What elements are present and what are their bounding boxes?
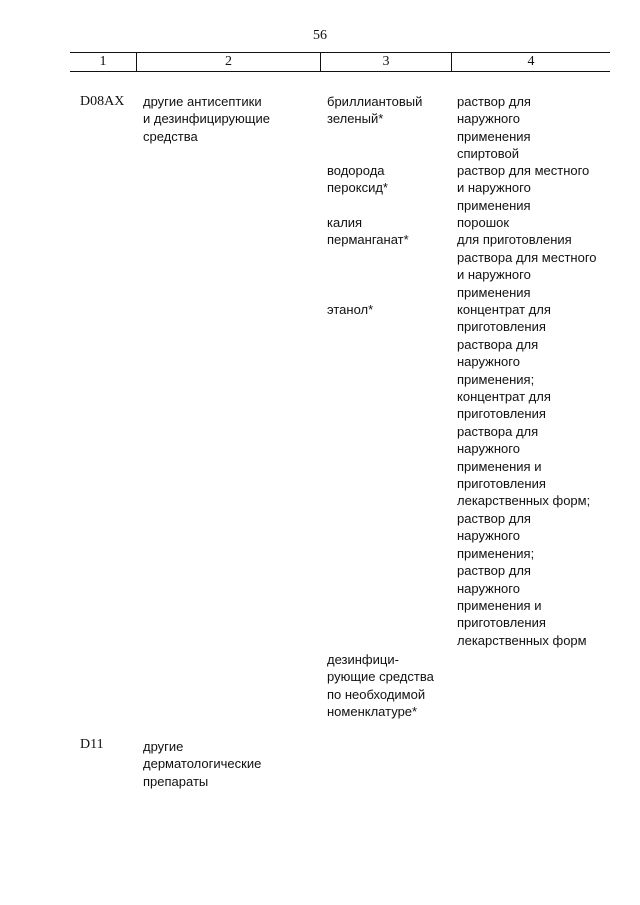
dosage-forms bbox=[457, 301, 590, 649]
atc-code: D08AX bbox=[80, 94, 125, 109]
text-line: пероксид* bbox=[327, 180, 388, 196]
column-header-3: 3 bbox=[382, 54, 390, 69]
text-line: лекарственных форм; bbox=[457, 493, 591, 509]
text-line: применения bbox=[457, 284, 531, 300]
text-line: концентрат для bbox=[457, 302, 551, 317]
text-line: наружного bbox=[457, 528, 520, 544]
text-line: приготовления bbox=[457, 319, 546, 335]
text-line: применения; bbox=[457, 545, 535, 561]
text-line: лекарственных форм bbox=[457, 632, 587, 648]
dosage-forms bbox=[457, 214, 597, 301]
text-line: рующие средства bbox=[327, 669, 434, 685]
drug-name bbox=[327, 162, 388, 197]
text-line: наружного bbox=[457, 580, 520, 596]
text-line: и дезинфицирующие bbox=[143, 111, 270, 127]
text-line: и наружного bbox=[457, 180, 531, 196]
text-line: калия bbox=[327, 215, 363, 230]
text-line: раствор для bbox=[457, 510, 531, 526]
text-line: бриллиантовый bbox=[327, 94, 423, 109]
text-line: другие антисептики bbox=[143, 94, 262, 109]
column-header-1: 1 bbox=[99, 54, 107, 69]
text-line: раствора для местного bbox=[457, 249, 597, 265]
text-line: применения и bbox=[457, 597, 542, 613]
text-line: применения; bbox=[457, 371, 535, 387]
text-line: применения bbox=[457, 128, 531, 144]
drug-name bbox=[327, 93, 422, 128]
text-line: наружного bbox=[457, 111, 520, 127]
text-line: раствора для bbox=[457, 423, 539, 439]
column-header-row bbox=[70, 52, 610, 72]
atc-group-name bbox=[143, 738, 261, 790]
dosage-forms bbox=[457, 162, 589, 214]
text-line: наружного bbox=[457, 441, 520, 457]
atc-group-name bbox=[143, 93, 270, 145]
drug-name bbox=[327, 214, 409, 249]
page-number: 56 bbox=[313, 28, 327, 43]
text-line: дезинфици- bbox=[327, 652, 399, 667]
text-line: спиртовой bbox=[457, 146, 520, 162]
text-line: другие bbox=[143, 739, 184, 754]
drug-name bbox=[327, 301, 373, 318]
text-line: приготовления bbox=[457, 615, 546, 631]
text-line: применения и bbox=[457, 458, 542, 474]
text-line: перманганат* bbox=[327, 232, 409, 248]
text-line: порошок bbox=[457, 215, 510, 230]
text-line: концентрат для bbox=[457, 389, 551, 405]
column-header-2: 2 bbox=[225, 54, 232, 69]
text-line: водорода bbox=[327, 163, 385, 178]
column-header-4: 4 bbox=[527, 54, 535, 69]
text-line: дерматологические bbox=[143, 756, 262, 772]
text-line: наружного bbox=[457, 354, 520, 370]
drug-name bbox=[327, 651, 434, 721]
text-line: приготовления bbox=[457, 406, 546, 422]
text-line: этанол* bbox=[327, 302, 374, 317]
text-line: номенклатуре* bbox=[327, 704, 418, 720]
text-line: раствор для bbox=[457, 94, 531, 109]
text-line: применения bbox=[457, 197, 531, 213]
atc-code: D11 bbox=[80, 737, 104, 752]
text-line: раствор для местного bbox=[457, 163, 590, 178]
text-line: средства bbox=[143, 128, 198, 144]
text-line: зеленый* bbox=[327, 111, 384, 127]
text-line: и наружного bbox=[457, 267, 531, 283]
text-line: раствор для bbox=[457, 563, 531, 579]
text-line: приготовления bbox=[457, 476, 546, 492]
dosage-forms bbox=[457, 93, 531, 163]
text-line: для приготовления bbox=[457, 232, 572, 248]
text-line: раствора для bbox=[457, 336, 539, 352]
text-line: препараты bbox=[143, 773, 209, 789]
text-line: по необходимой bbox=[327, 686, 426, 702]
